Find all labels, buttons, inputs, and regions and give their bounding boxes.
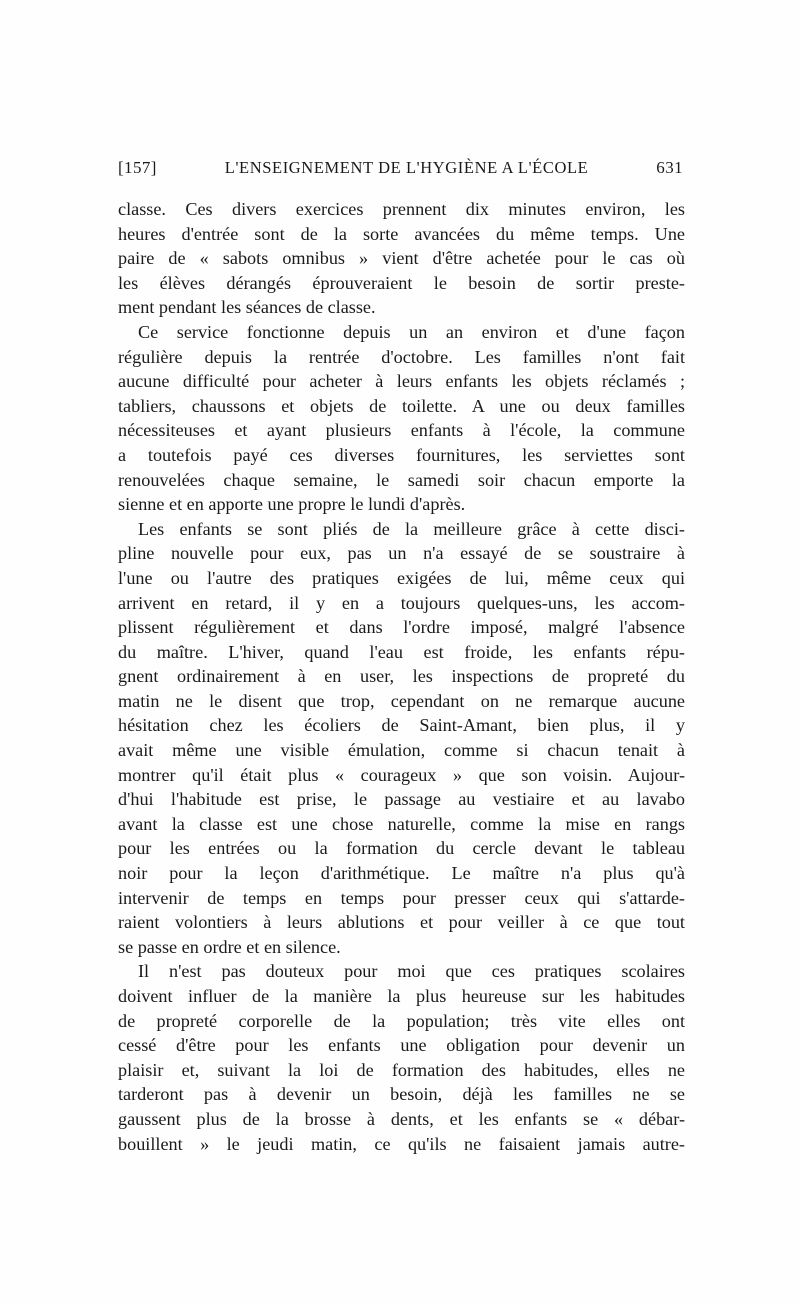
paragraph-first-line: Les enfants se sont pliés de la meilleure grâce à cette disci- <box>138 518 685 539</box>
paragraph-first-line: Ce service fonctionne depuis un an environ et d'une façon <box>138 321 685 342</box>
text-line: arrivent en retard, il y en a toujours quelques-uns, les accom- <box>118 592 685 613</box>
text-line: aucune difficulté pour acheter à leurs enfants les objets réclamés ; <box>118 371 685 392</box>
text-line: ment pendant les séances de classe. <box>118 297 376 318</box>
text-line: pline nouvelle pour eux, pas un n'a essayé de se soustraire à <box>118 543 685 564</box>
text-line: tarderont pas à devenir un besoin, déjà les familles ne se <box>118 1084 685 1105</box>
text-line: matin ne le disent que trop, cependant on ne remarque aucune <box>118 690 685 711</box>
text-line: de propreté corporelle de la population; très vite elles ont <box>118 1010 685 1031</box>
text-line: renouvelées chaque semaine, le samedi soir chacun emporte la <box>118 469 685 490</box>
running-head <box>118 158 683 184</box>
text-line: plissent régulièrement et dans l'ordre imposé, malgré l'absence <box>118 617 685 638</box>
text-line: gnent ordinairement à en user, les inspections de propreté du <box>118 666 685 687</box>
section-number: [157] <box>118 158 157 177</box>
paragraph-first-line: Il n'est pas douteux pour moi que ces pratiques scolaires <box>138 961 685 982</box>
text-line: nécessiteuses et ayant plusieurs enfants à l'école, la commune <box>118 420 685 441</box>
text-line: noir pour la leçon d'arithmétique. Le maître n'a plus qu'à <box>118 863 685 884</box>
text-line: paire de « sabots omnibus » vient d'être achetée pour le cas où <box>118 248 685 269</box>
text-line: a toutefois payé ces diverses fournitures, les serviettes sont <box>118 444 685 465</box>
text-line: bouillent » le jeudi matin, ce qu'ils ne faisaient jamais autre- <box>118 1133 685 1154</box>
text-line: régulière depuis la rentrée d'octobre. Les familles n'ont fait <box>118 346 685 367</box>
text-line: raient volontiers à leurs ablutions et pour veiller à ce que tout <box>118 912 685 933</box>
text-line: classe. Ces divers exercices prennent dix minutes environ, les <box>118 199 685 219</box>
text-line: sienne et en apporte une propre le lundi d'après. <box>118 494 466 515</box>
text-line: avait même une visible émulation, comme si chacun tenait à <box>118 740 685 761</box>
text-line: hésitation chez les écoliers de Saint-Amant, bien plus, il y <box>118 715 685 736</box>
text-line: avant la classe est une chose naturelle, comme la mise en rangs <box>118 813 685 834</box>
text-line: doivent influer de la manière la plus heureuse sur les habitudes <box>118 986 685 1006</box>
text-line: intervenir de temps en temps pour presser ceux qui s'attarde- <box>118 887 685 908</box>
text-line: montrer qu'il était plus « courageux » que son voisin. Aujour- <box>118 764 685 785</box>
text-line: se passe en ordre et en silence. <box>118 936 341 957</box>
running-title: L'ENSEIGNEMENT DE L'HYGIÈNE A L'ÉCOLE <box>224 158 589 177</box>
text-line: les élèves dérangés éprouveraient le besoin de sortir preste- <box>118 272 685 293</box>
text-line: l'une ou l'autre des pratiques exigées de lui, même ceux qui <box>118 567 685 588</box>
text-line: heures d'entrée sont de la sorte avancées du même temps. Une <box>118 223 685 244</box>
text-line: cessé d'être pour les enfants une obligation pour devenir un <box>118 1035 685 1056</box>
text-line: pour les entrées ou la formation du cercle devant le tableau <box>118 838 685 859</box>
text-line: plaisir et, suivant la loi de formation des habitudes, elles ne <box>118 1059 685 1080</box>
text-line: du maître. L'hiver, quand l'eau est froide, les enfants répu- <box>118 641 685 662</box>
text-line: tabliers, chaussons et objets de toilette. A une ou deux familles <box>118 395 685 416</box>
body-text <box>118 197 685 1156</box>
text-line: d'hui l'habitude est prise, le passage au vestiaire et au lavabo <box>118 789 685 810</box>
text-line: gaussent plus de la brosse à dents, et les enfants se « débar- <box>118 1108 685 1129</box>
page-number: 631 <box>656 158 683 177</box>
